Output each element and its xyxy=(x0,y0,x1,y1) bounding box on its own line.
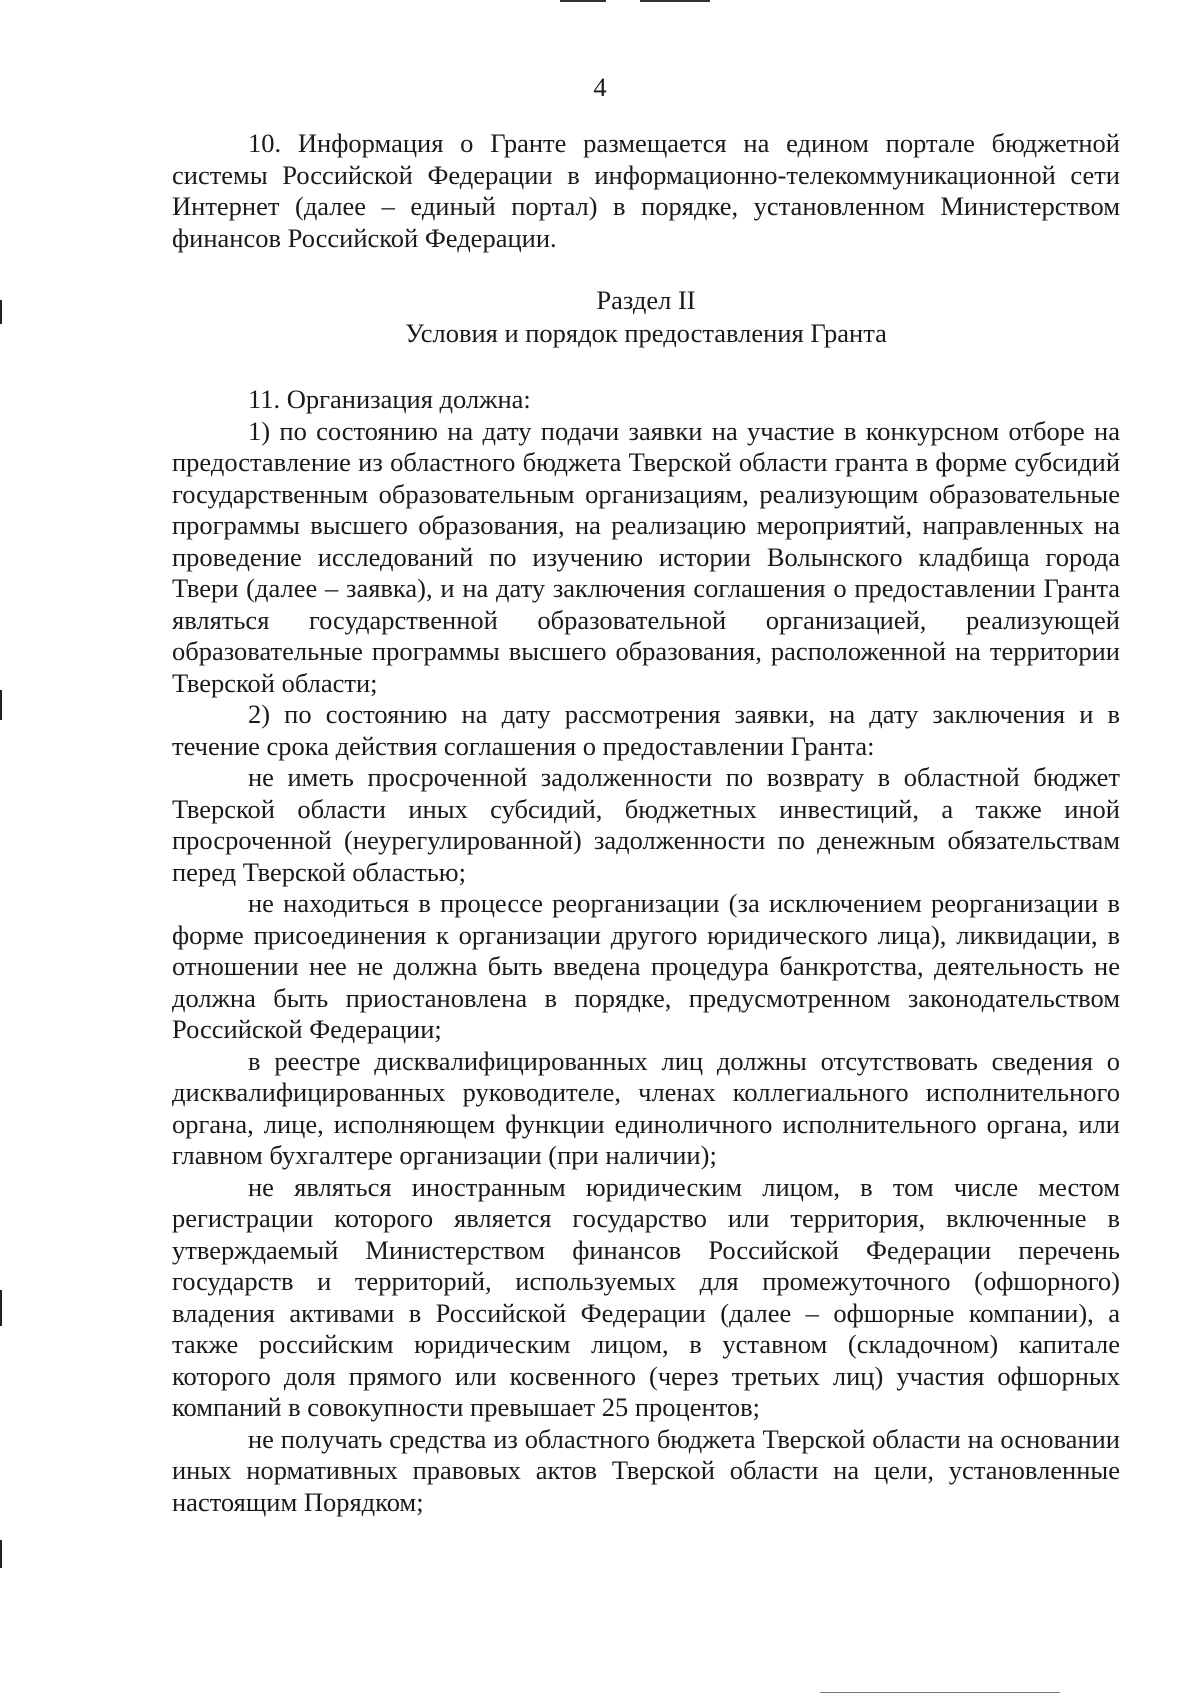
scan-edge-mark xyxy=(0,1290,2,1326)
paragraph-disqualified: в реестре дисквалифицированных лиц должны отсутствовать сведения о дисквалифицированных руководителе, членах коллегиального исполнительного органа, лице, исполняющем функции единоличного исполнительного органа, или главном бухгалтере организации (при наличии); xyxy=(172,1045,1120,1170)
scan-edge-line xyxy=(560,0,606,2)
paragraph-item-1: 1) по состоянию на дату подачи заявки на участие в конкурсном отборе на предоставление из областного бюджета Тверской области гранта в форме субсидий государственным образовательным организациям, реализующим образовательные программы высшего образования, на реализацию мероприятий, направленных на проведение исследований по изучению истории Волынского кладбища города Твери (далее – заявка), и на дату заключения соглашения о предоставлении Гранта являться государственной образовательной организацией, реализующей образовательные программы высшего образования, расположенной на территории Тверской области; xyxy=(172,415,1120,698)
paragraph-no-other-funds: не получать средства из областного бюджета Тверской области на основании иных нормативных правовых актов Тверской области на цели, установленные настоящим Порядком; xyxy=(172,1423,1120,1517)
document-body xyxy=(172,128,1120,1518)
page-number: 4 xyxy=(593,72,607,102)
scan-edge-mark xyxy=(0,1540,2,1568)
paragraph-debt: не иметь просроченной задолженности по возврату в областной бюджет Тверской области иных субсидий, бюджетных инвестиций, а также иной просроченной (неурегулированной) задолженности по денежным обязательствам перед Тверской областью; xyxy=(172,762,1120,887)
scan-edge-mark xyxy=(0,300,2,324)
scan-edge-mark xyxy=(0,690,2,720)
section-paragraphs xyxy=(172,384,1120,1518)
paragraph-item-2: 2) по состоянию на дату рассмотрения заявки, на дату заключения и в течение срока действия соглашения о предоставлении Гранта: xyxy=(172,699,1120,761)
scan-edge-line xyxy=(640,0,710,2)
paragraph-10: 10. Информация о Гранте размещается на едином портале бюджетной системы Российской Федерации в информационно-телекоммуникационной сети Интернет (далее – единый портал) в порядке, установленном Министерством финансов Российской Федерации. xyxy=(172,128,1120,253)
scan-edge-line xyxy=(820,1692,1060,1693)
section-title: Раздел II xyxy=(596,285,696,315)
paragraph-offshore: не являться иностранным юридическим лицом, в том числе местом регистрации которого является государство или территория, включенные в утверждаемый Министерством финансов Российской Федерации перечень государств и территорий, используемых для промежуточного (офшорного) владения активами в Российской Федерации (далее – офшорные компании), а также российским юридическим лицом, в уставном (складочном) капитале которого доля прямого или косвенного (через третьих лиц) участия офшорных компаний в совокупности превышает 25 процентов; xyxy=(172,1171,1120,1422)
paragraph-reorganization: не находиться в процессе реорганизации (за исключением реорганизации в форме присоединения к организации другого юридического лица), ликвидации, в отношении нее не должна быть введена процедура банкротства, деятельность не должна быть приостановлена в порядке, предусмотренном законодательством Российской Федерации; xyxy=(172,888,1120,1044)
paragraph-11-intro: 11. Организация должна: xyxy=(248,384,531,414)
section-subtitle: Условия и порядок предоставления Гранта xyxy=(405,318,887,348)
